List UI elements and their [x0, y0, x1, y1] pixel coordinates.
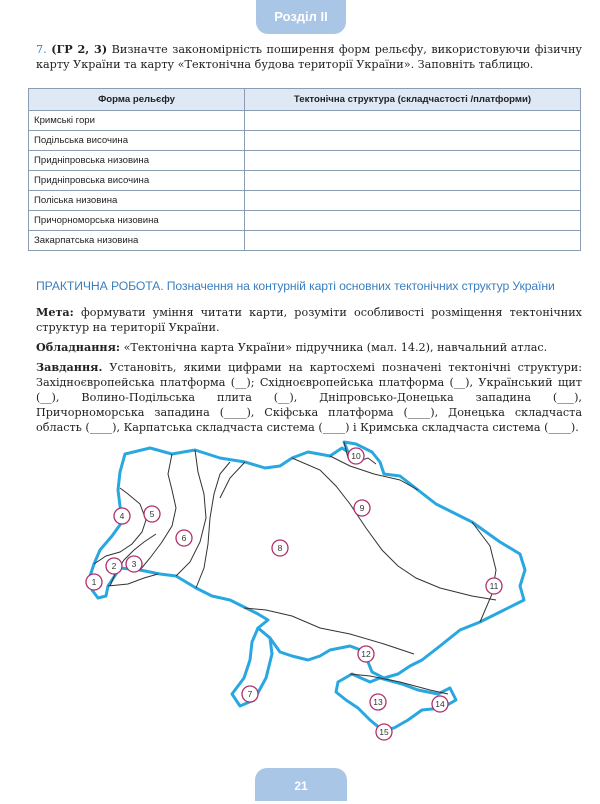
map-label-10: 10	[351, 451, 361, 461]
table-row	[29, 231, 581, 251]
relief-cell: Закарпатська низовина	[29, 231, 245, 251]
relief-cell: Придніпровська височина	[29, 171, 245, 191]
map-label-6: 6	[181, 533, 187, 543]
task-number: 7.	[36, 43, 47, 56]
table-row	[29, 191, 581, 211]
assignment-label: Завдання.	[36, 360, 103, 374]
map-label-9: 9	[359, 503, 365, 513]
table-header-structure: Тектонічна структура (складчастості /платформи)	[245, 89, 581, 111]
goal-paragraph	[36, 305, 582, 335]
map-label-12: 12	[361, 649, 371, 659]
relief-cell: Подільська височина	[29, 131, 245, 151]
task-7	[36, 42, 582, 72]
map-label-3: 3	[131, 559, 137, 569]
task-code: (ГР 2, 3)	[51, 42, 108, 56]
table-header-row	[29, 89, 581, 111]
map-label-11: 11	[489, 581, 499, 591]
map-label-1: 1	[91, 577, 97, 587]
relief-cell: Поліська низовина	[29, 191, 245, 211]
answer-cell[interactable]	[245, 131, 581, 151]
table-row	[29, 171, 581, 191]
equipment-text: «Тектонічна карта України» підручника (мал. 14.2), навчальний атлас.	[123, 341, 548, 354]
map-label-8: 8	[277, 543, 283, 553]
table-header-relief: Форма рельєфу	[29, 89, 245, 111]
relief-cell: Придніпровська низовина	[29, 151, 245, 171]
map-label-14: 14	[435, 699, 445, 709]
map-label-7: 7	[247, 689, 253, 699]
page-number: 21	[255, 768, 347, 801]
goal-text: формувати уміння читати карти, розуміти особливості розміщення тектонічних структур на території України.	[36, 306, 582, 334]
equipment-paragraph	[36, 340, 582, 355]
map-label-4: 4	[119, 511, 125, 521]
relief-table	[28, 88, 581, 251]
equipment-label: Обладнання:	[36, 340, 121, 354]
map-label-2: 2	[111, 561, 117, 571]
answer-cell[interactable]	[245, 191, 581, 211]
task-text: Визначте закономірність поширення форм рельєфу, використовуючи фізичну карту України та карту «Тектонічна будова території України». Заповніть таблицю.	[36, 43, 582, 71]
relief-cell: Причорноморська низовина	[29, 211, 245, 231]
answer-cell[interactable]	[245, 151, 581, 171]
answer-cell[interactable]	[245, 231, 581, 251]
table-row	[29, 131, 581, 151]
relief-cell: Кримські гори	[29, 111, 245, 131]
practical-title: ПРАКТИЧНА РОБОТА. Позначення на контурній карті основних тектонічних структур України	[36, 279, 555, 293]
table-row	[29, 151, 581, 171]
map-label-15: 15	[379, 727, 389, 737]
answer-cell[interactable]	[245, 171, 581, 191]
ukraine-border	[90, 442, 525, 678]
map-label-13: 13	[373, 697, 383, 707]
table-row	[29, 111, 581, 131]
table-row	[29, 211, 581, 231]
answer-cell[interactable]	[245, 211, 581, 231]
goal-label: Мета:	[36, 305, 74, 319]
map-label-5: 5	[149, 509, 155, 519]
section-tab: Розділ ІІ	[256, 0, 346, 34]
assignment-paragraph	[36, 360, 582, 435]
assignment-text: Установіть, якими цифрами на картосхемі позначені тектонічні структури: Західноєвропейська платформа (__); Східноєвропейська платформа (__), Український щит (__), Волино-Подільська плита (__), Дніпровсько-Донецька западина (___), Причорноморська западина (____), Скіфська платформа (____), Донецька складчаста область (____), Карпатська складчаста система (____) і Кримська складчаста система (____).	[36, 361, 582, 434]
tectonic-contour-map	[80, 438, 560, 748]
answer-cell[interactable]	[245, 111, 581, 131]
